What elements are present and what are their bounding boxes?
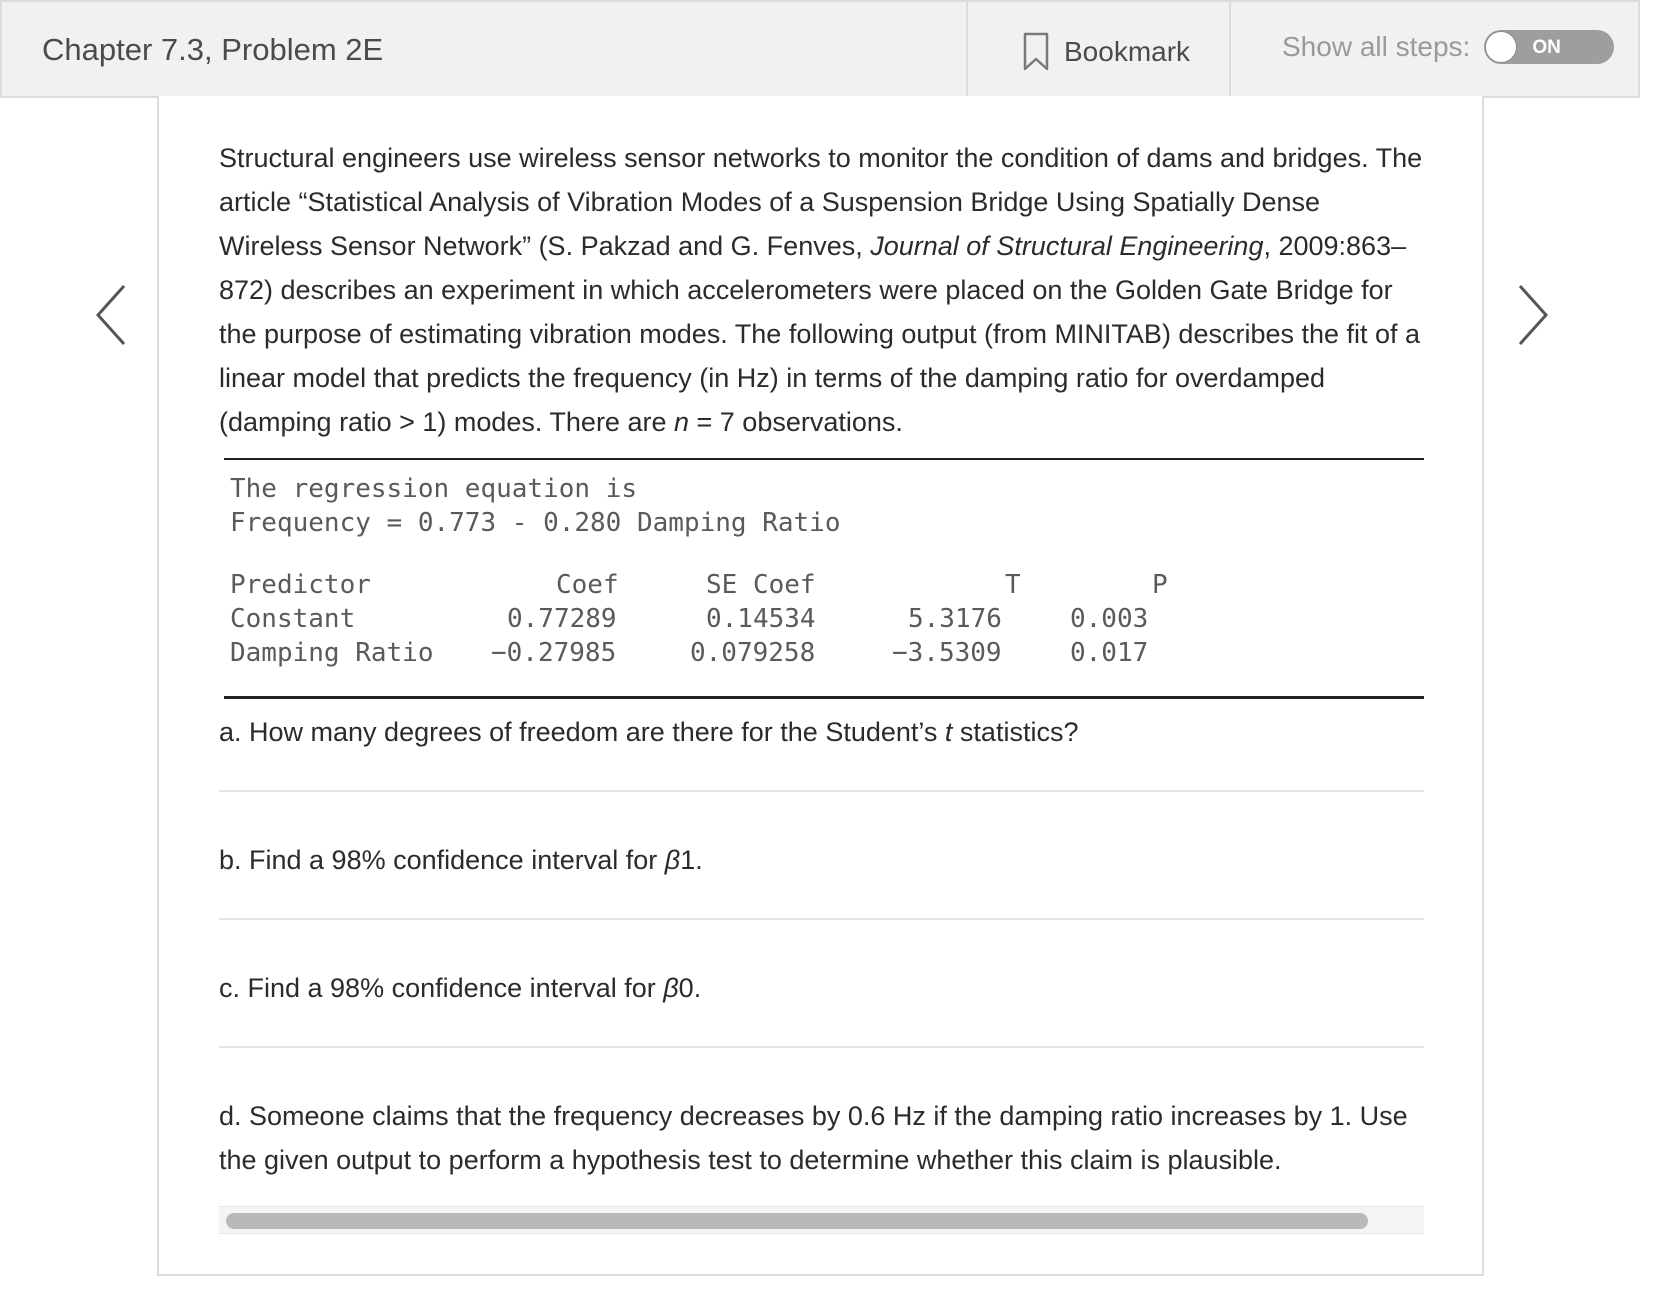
chevron-right-icon [1512, 280, 1552, 350]
table-cell: Constant [230, 604, 356, 634]
question-text: a. How many degrees of freedom are there for the Student’s [219, 717, 945, 747]
question-b [219, 838, 1424, 882]
table-cell: Damping Ratio [230, 638, 434, 668]
question-text: 0. [678, 973, 702, 1003]
column-header: T [1005, 570, 1021, 600]
chevron-left-icon [92, 280, 132, 350]
answer-divider [219, 918, 1424, 920]
beta-symbol: β [664, 845, 681, 875]
intro-text: , 2009:863–872) describes an experiment in which accelerometers were placed on the Golden Gate Bridge for the purpose of estimating vibration modes. The following output (from MINITAB) describes the fit of a linear model that predicts the frequency (in Hz) in terms of the damping ratio for overdamped (damping ratio > 1) modes. There are [219, 231, 1421, 437]
toggle-knob [1485, 31, 1517, 63]
question-text: statistics? [952, 717, 1079, 747]
journal-name: Journal of Structural Engineering [870, 231, 1264, 261]
question-text: b. Find a 98% confidence interval for [219, 845, 665, 875]
column-header: Coef [556, 570, 619, 600]
problem-statement [219, 136, 1424, 444]
t-symbol: t [944, 717, 953, 747]
header-divider [966, 2, 968, 98]
bookmark-icon [1022, 32, 1050, 72]
header-divider [1229, 2, 1231, 98]
beta-symbol: β [663, 973, 679, 1003]
show-steps-label: Show all steps: [1282, 31, 1471, 62]
table-cell: −3.5309 [892, 638, 1002, 668]
regression-equation: Frequency = 0.773 - 0.280 Damping Ratio [230, 508, 841, 538]
show-steps-control [1282, 30, 1614, 64]
bookmark-button[interactable] [1022, 32, 1190, 72]
page-title: Chapter 7.3, Problem 2E [42, 32, 384, 67]
minitab-output [224, 458, 1424, 699]
intro-text: = 7 observations. [689, 407, 903, 437]
table-cell: 0.14534 [706, 604, 816, 634]
next-problem-button[interactable] [1512, 280, 1552, 350]
question-a [219, 710, 1424, 754]
horizontal-scrollbar[interactable] [219, 1206, 1424, 1234]
question-text: 1. [680, 845, 703, 875]
question-c [219, 966, 1424, 1010]
header-bar [0, 0, 1640, 98]
n-symbol: n [673, 407, 690, 437]
answer-divider [219, 1046, 1424, 1048]
column-header: Predictor [230, 570, 371, 600]
intro-text: Structural engineers use wireless sensor networks to monitor the condition of dams and bridges. The article “Statistical Analysis of Vibration Modes of a Suspension Bridge Using Spatially Dense Wireless Sensor Network” (S. Pakzad and G. Fenves, [219, 143, 1423, 261]
previous-problem-button[interactable] [92, 280, 132, 350]
toggle-state-label: ON [1532, 37, 1561, 58]
bookmark-label: Bookmark [1064, 36, 1191, 67]
show-steps-toggle[interactable] [1484, 30, 1614, 64]
table-cell: −0.27985 [491, 638, 617, 668]
table-cell: 0.017 [1070, 638, 1149, 668]
question-text: c. Find a 98% confidence interval for [219, 973, 664, 1003]
answer-divider [219, 790, 1424, 792]
table-cell: 0.079258 [690, 638, 816, 668]
table-cell: 0.77289 [507, 604, 617, 634]
column-header: P [1152, 570, 1168, 600]
problem-intro [219, 136, 1424, 444]
scrollbar-thumb[interactable] [226, 1213, 1368, 1229]
column-header: SE Coef [706, 570, 816, 600]
question-d: d. Someone claims that the frequency decreases by 0.6 Hz if the damping ratio increases by 1. Use the given output to perform a hypothesis test to determine whether this claim is plausible. [219, 1101, 1408, 1175]
regression-label: The regression equation is [230, 474, 637, 504]
table-cell: 0.003 [1070, 604, 1149, 634]
table-cell: 5.3176 [908, 604, 1002, 634]
